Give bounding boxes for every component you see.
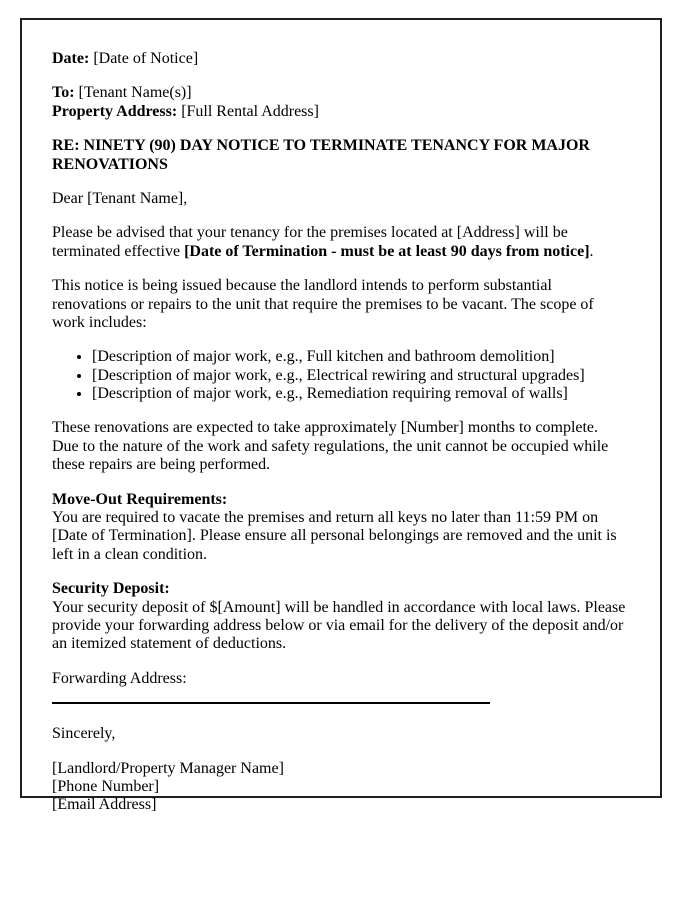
forwarding-address-label: Forwarding Address:	[52, 669, 187, 687]
security-deposit-paragraph	[52, 580, 628, 654]
property-address-label: Property Address:	[52, 102, 178, 120]
forwarding-address-line	[52, 670, 628, 709]
termination-tail: .	[589, 242, 594, 260]
to-label: To:	[52, 84, 75, 102]
termination-date-bold: [Date of Termination - must be at least 90 days from notice]	[184, 242, 590, 260]
signature-block	[52, 760, 628, 815]
scope-item: • [Description of major work, e.g., Full kitchen and bathroom demolition]	[92, 348, 628, 366]
date-label: Date:	[52, 50, 90, 67]
salutation: Dear [Tenant Name],	[52, 189, 188, 207]
signature-phone: [Phone Number]	[52, 777, 160, 795]
move-out-paragraph	[52, 491, 628, 565]
move-out-body: You are required to vacate the premises and return all keys no later than 11:59 PM on [Date of Termination]. Please ensure all personal belongings are removed and the unit is left in a clean condition.	[52, 509, 617, 563]
subject-heading: RE: NINETY (90) DAY NOTICE TO TERMINATE TENANCY FOR MAJOR RENOVATIONS	[52, 137, 590, 173]
termination-lead: Please be advised that your tenancy for the premises located at [Address] will be terminated effective	[52, 224, 568, 260]
signature-name: [Landlord/Property Manager Name]	[52, 759, 284, 777]
letter-page	[20, 18, 662, 814]
property-address-value: [Full Rental Address]	[177, 102, 319, 120]
duration-paragraph: These renovations are expected to take approximately [Number] months to complete. Due to the nature of the work and safety regulations, the unit cannot be occupied while these repairs are being performed.	[52, 419, 609, 474]
date-line	[52, 50, 628, 68]
security-deposit-body: Your security deposit of $[Amount] will be handled in accordance with local laws. Please provide your forwarding address below or via email for the delivery of the deposit and/or an itemized statement of deductions.	[52, 598, 626, 653]
termination-paragraph	[52, 224, 628, 261]
scope-item: • [Description of major work, e.g., Electrical rewiring and structural upgrades]	[92, 367, 628, 385]
recipient-block	[52, 84, 628, 121]
scope-of-work-list	[52, 348, 628, 403]
security-deposit-heading: Security Deposit:	[52, 580, 170, 598]
move-out-heading: Move-Out Requirements:	[52, 490, 228, 508]
date-value: [Date of Notice]	[89, 50, 199, 67]
scope-item: • [Description of major work, e.g., Remediation requiring removal of walls]	[92, 385, 628, 403]
forwarding-address-blank	[52, 688, 490, 704]
to-value: [Tenant Name(s)]	[74, 84, 192, 102]
reason-paragraph: This notice is being issued because the landlord intends to perform substantial renovations or repairs to the unit that require the premises to be vacant. The scope of work includes:	[52, 277, 594, 331]
signature-email: [Email Address]	[52, 796, 157, 814]
closing: Sincerely,	[52, 725, 116, 743]
